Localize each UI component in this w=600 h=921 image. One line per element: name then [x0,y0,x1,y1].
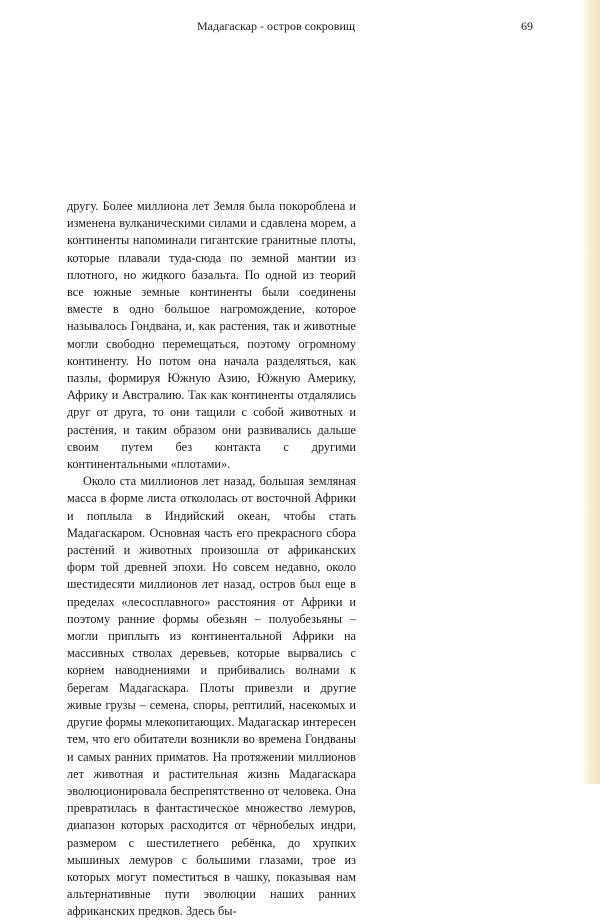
body-text [67,198,356,921]
page-number: 69 [521,19,533,33]
paragraph: Около ста миллионов лет назад, большая земляная масса в форме листа откололась от восточной Африки и поплыла в Индийский океан, чтобы стать Мадагаскаром. Основная часть его прекрасного сбора растений и животных произошла от африканских форм той древней эпохи. Но совсем недавно, около шестидесяти миллионов лет назад, остров был еще в пределах «лесосплавного» расстояния от Африки и поэтому ранние формы обезьян – полуобезьяны – могли приплыть из континентальной Африки на массивных стволах деревьев, которые вырвались с корнем наводнениями и прибивались волнами к берегам Мадагаскара. Плоты привезли и другие живые грузы – семена, споры, рептилий, насекомых и другие формы млекопитающих. Мадагаскар интересен тем, что его обитатели возникли во времена Гондваны и самых ранних приматов. На протяжении миллионов лет животная и растительная жизнь Мадагаскара эволюционировала беспрепятственно от человека. Она превратилась в фантастическое множество лемуров, диапазон которых расходится от чёрнобелых индри, размером с шестилетнего ребёнка, до хрупких мышиных лемуров с большими глазами, трое из которых могут поместиться в чашку, показывая нам альтернативные пути эволюции наших ранних африканских предков. Здесь бы- [67,474,356,919]
running-title: Мадагаскар - остров сокровищ [197,19,356,33]
page-edge-shadow [582,0,600,784]
paragraph: другу. Более миллиона лет Земля была покороблена и изменена вулканическими силами и сдавлена морем, а континенты напоминали гигантские гранитные плоты, которые плавали туда-сюда по земной мантии из плотного, но жидкого базальта. По одной из теорий все южные земные континенты были соединены вместе в одно большое нагромождение, которое называлось Гондвана, и, как растения, так и животные могли свободно перемещаться, поэтому огромному континенту. Но потом она начала разделяться, как пазлы, формируя Южную Азию, Южную Америку, Африку и Австралию. Так как континенты отдалялись друг от друга, то они тащили с собой животных и растения, и таким образом они развивались дальше своим путем без контакта с другими континентальными «плотами». [67,199,356,472]
page-header [0,19,600,39]
